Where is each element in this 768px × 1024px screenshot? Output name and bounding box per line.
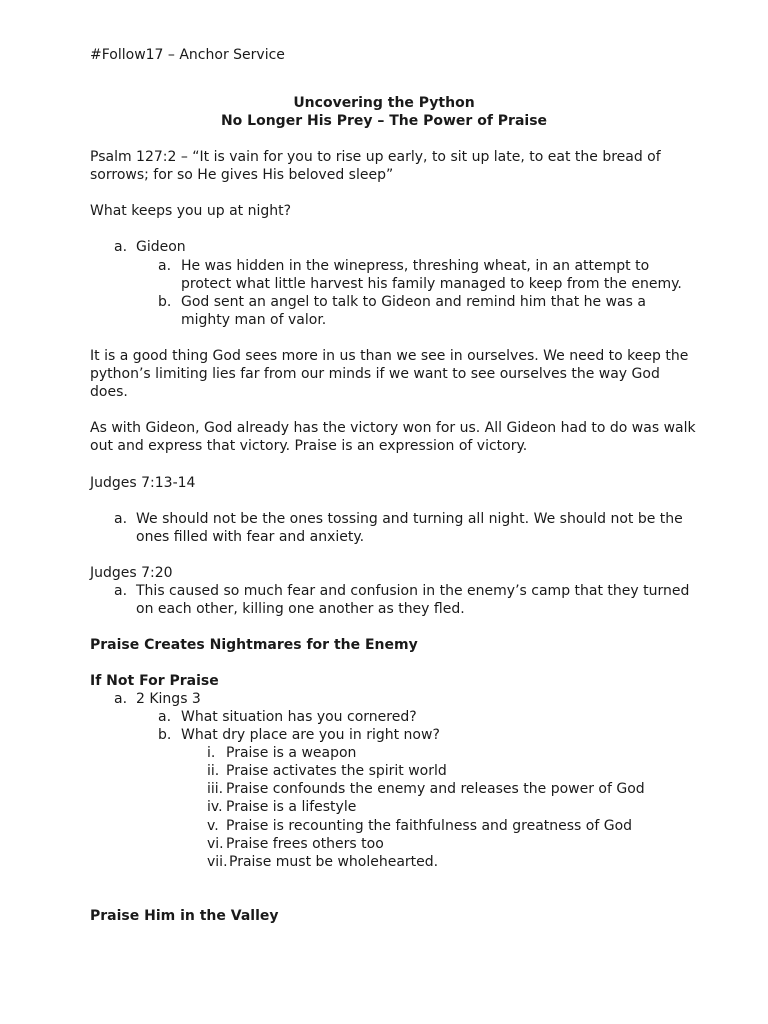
scripture-reference: Judges 7:13-14 — [90, 475, 196, 491]
paragraph-line: does. — [90, 384, 128, 400]
sublist-item-line: What situation has you cornered? — [181, 709, 417, 725]
section-heading: Praise Creates Nightmares for the Enemy — [90, 637, 418, 653]
paragraph-line: python’s limiting lies far from our minds if we want to see ourselves the way God — [90, 366, 660, 382]
list-item-line: ones filled with fear and anxiety. — [136, 529, 365, 545]
list-marker: a. — [114, 239, 128, 255]
sublist-marker: b. — [158, 294, 172, 310]
document-header: #Follow17 – Anchor Service — [90, 47, 285, 63]
list-item-kings: 2 Kings 3 — [136, 691, 201, 707]
roman-list-item: Praise is a lifestyle — [226, 799, 357, 815]
sublist-marker: b. — [158, 727, 172, 743]
sublist-item-line: What dry place are you in right now? — [181, 727, 440, 743]
roman-list-item: Praise must be wholehearted. — [229, 854, 439, 870]
list-item-line: on each other, killing one another as they fled. — [136, 601, 465, 617]
sublist-item-line: God sent an angel to talk to Gideon and remind him that he was a — [181, 294, 646, 310]
roman-marker: iii. — [207, 781, 224, 797]
section-heading: Praise Him in the Valley — [90, 908, 279, 924]
paragraph-line: out and express that victory. Praise is an expression of victory. — [90, 438, 528, 454]
sublist-marker: a. — [158, 709, 172, 725]
roman-list-item: Praise is recounting the faithfulness and greatness of God — [226, 818, 633, 834]
paragraph-line: It is a good thing God sees more in us than we see in ourselves. We need to keep the — [90, 348, 689, 364]
roman-marker: i. — [207, 745, 216, 761]
roman-list-item: Praise confounds the enemy and releases the power of God — [226, 781, 645, 797]
section-heading: If Not For Praise — [90, 673, 219, 689]
roman-marker: iv. — [207, 799, 223, 815]
list-marker: a. — [114, 691, 128, 707]
roman-marker: v. — [207, 818, 219, 834]
sermon-subtitle: No Longer His Prey – The Power of Praise — [220, 113, 548, 129]
roman-list-item: Praise frees others too — [226, 836, 384, 852]
list-item-gideon: Gideon — [136, 239, 186, 255]
sublist-item-line: mighty man of valor. — [181, 312, 327, 328]
roman-list-item: Praise is a weapon — [226, 745, 357, 761]
list-item-line: We should not be the ones tossing and turning all night. We should not be the — [136, 511, 683, 527]
sublist-item-line: protect what little harvest his family managed to keep from the enemy. — [181, 276, 682, 292]
scripture-reference: Judges 7:20 — [90, 565, 173, 581]
roman-marker: vi. — [207, 836, 224, 852]
roman-marker: ii. — [207, 763, 220, 779]
list-marker: a. — [114, 583, 128, 599]
psalm-line-2: sorrows; for so He gives His beloved sleep” — [90, 167, 394, 183]
list-item-line: This caused so much fear and confusion in the enemy’s camp that they turned — [136, 583, 690, 599]
roman-marker: vii. — [207, 854, 228, 870]
sublist-marker: a. — [158, 258, 172, 274]
question-text: What keeps you up at night? — [90, 203, 292, 219]
sermon-title: Uncovering the Python — [293, 95, 475, 111]
roman-list-item: Praise activates the spirit world — [226, 763, 447, 779]
paragraph-line: As with Gideon, God already has the victory won for us. All Gideon had to do was walk — [90, 420, 696, 436]
list-marker: a. — [114, 511, 128, 527]
psalm-line-1: Psalm 127:2 – “It is vain for you to rise up early, to sit up late, to eat the bread of — [90, 149, 661, 165]
sublist-item-line: He was hidden in the winepress, threshing wheat, in an attempt to — [181, 258, 650, 274]
